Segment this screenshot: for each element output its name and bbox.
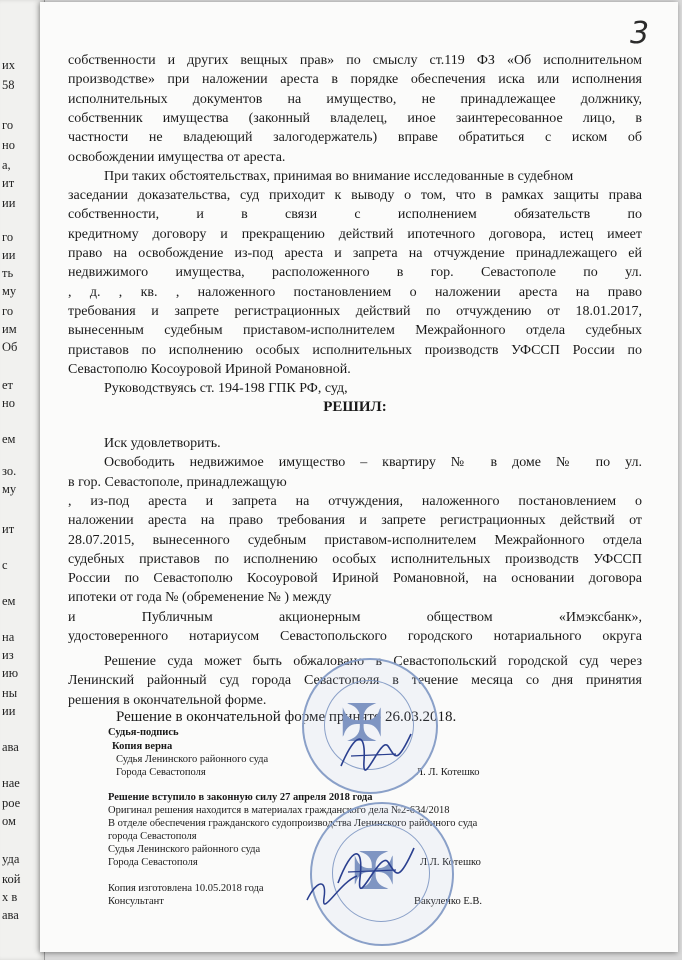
department-line: В отделе обеспечения гражданского судопроизводства Ленинского районного суда: [108, 818, 478, 829]
judge-title-2: Судья Ленинского районного суда: [108, 844, 261, 855]
decision-line: 28.07.2015, вынесенного судебным приставом-исполнителем Межрайонного отдела: [68, 532, 642, 548]
entered-force-line: Решение вступило в законную силу 27 апреля 2018 года: [108, 792, 373, 803]
body-line: , д. , кв. , наложенного постановлением о наложении ареста на право: [68, 284, 642, 300]
underlying-page-fragment: го: [2, 304, 14, 318]
document-page: [40, 2, 678, 952]
underlying-page-fragment: но: [2, 396, 15, 410]
decision-line: ипотеки от года № (обременение № ) между: [68, 590, 332, 606]
original-location-line: Оригинал решения находится в материалах гражданского дела №2-634/2018: [108, 805, 450, 816]
judge-signature-label: Судья-подпись: [108, 727, 179, 738]
consultant-label: Консультант: [108, 896, 164, 907]
body-line: При таких обстоятельствах, принимая во внимание исследованные в судебном: [104, 168, 574, 184]
page-number: 3: [630, 16, 650, 51]
decision-line: Освободить недвижимое имущество – квартиру № в доме № по ул.: [104, 455, 642, 471]
body-line: Севастополю Косоуровой Ириной Романовной.: [68, 361, 351, 377]
underlying-page-fragment: а,: [2, 158, 11, 172]
body-line: требования и запрете регистрационных действий по отчуждению от 18.01.2017,: [68, 303, 642, 319]
underlying-page-fragment: ии: [2, 248, 16, 262]
decision-line: наложении ареста на право требования и запрете регистрационных действий от: [68, 513, 642, 529]
underlying-page-fragment: му: [2, 284, 17, 298]
body-line: приставов по исполнению особых исполнительных производств УФССП России по: [68, 342, 642, 358]
consultant-name: Вакуленко Е.В.: [414, 896, 483, 907]
appeal-line: Решение суда может быть обжаловано в Севастопольский городской суд через: [104, 654, 642, 669]
underlying-page-fragment: ит: [2, 176, 15, 190]
underlying-page-fragment: ет: [2, 378, 14, 392]
underlying-page-fragment: ом: [2, 814, 16, 828]
underlying-page-fragment: на: [2, 630, 15, 644]
decision-line: Иск удовлетворить.: [104, 436, 221, 451]
underlying-page-fragment: ны: [2, 686, 18, 700]
underlying-page-fragment: с: [2, 558, 8, 572]
underlying-page-edge: [0, 0, 45, 960]
decision-line: и Публичным акционерным обществом «Имэксбанк»,: [68, 609, 642, 625]
body-line: недвижимого имущества, расположенного в гор. Севастополе по ул.: [68, 265, 642, 281]
underlying-page-fragment: им: [2, 322, 17, 336]
judge-city-2: Города Севастополя: [108, 857, 198, 868]
appeal-line: решения в окончательной форме.: [68, 692, 267, 708]
underlying-page-fragment: ем: [2, 432, 16, 446]
underlying-page-fragment: из: [2, 648, 14, 662]
body-line: исполнительных документов на имущество, не принадлежащее должнику,: [68, 91, 642, 107]
body-line: освобождении имущества от ареста.: [68, 149, 286, 165]
underlying-page-fragment: ит: [2, 522, 15, 536]
decision-line: в гор. Севастополе, принадлежащую: [68, 474, 287, 490]
underlying-page-fragment: му: [2, 482, 17, 496]
body-line: частности не владеющий залогодержатель) вправе обратиться с иском об: [68, 130, 642, 146]
decision-line: России по Севастополю Косоуровой Ириной Романовной, на основании договора: [68, 571, 642, 587]
judge-name: Л. Л. Котешко: [416, 767, 480, 778]
underlying-page-fragment: их: [2, 58, 15, 72]
underlying-page-fragment: ию: [2, 666, 19, 680]
body-line: собственности и других вещных прав» по смыслу ст.119 ФЗ «Об исполнительном: [68, 53, 642, 68]
judge-title: Судья Ленинского районного суда: [116, 754, 269, 765]
underlying-page-fragment: 58: [2, 78, 15, 92]
body-line: право на освобождение из-под ареста и запрета на отчуждение принадлежащего ей: [68, 246, 642, 261]
underlying-page-fragment: го: [2, 230, 14, 244]
underlying-page-fragment: ть: [2, 266, 14, 280]
judge-city: Города Севастополя: [116, 767, 206, 778]
underlying-page-fragment: ава: [2, 740, 19, 754]
decision-line: , из-под ареста и запрета на отчуждения, наложенного постановлением о: [68, 493, 642, 509]
underlying-page-fragment: нае: [2, 776, 20, 790]
department-city: города Севастополя: [108, 831, 197, 842]
eagle-emblem-icon: ✠: [340, 694, 384, 754]
underlying-page-fragment: рое: [2, 796, 21, 810]
body-line: кредитному договору и прекращению действий ипотечного договора, истец имеет: [68, 226, 642, 242]
body-line: заседании доказательства, суд приходит к выводу о том, что в рамках защиты права: [68, 188, 642, 204]
judge-name-2: Л.Л. Котешко: [420, 857, 481, 868]
eagle-emblem-icon-2: ✠: [352, 842, 396, 902]
copy-made-line: Копия изготовлена 10.05.2018 года: [108, 883, 264, 894]
underlying-page-fragment: уда: [2, 852, 20, 866]
decision-line: удостоверенного нотариусом Севастопольского городского нотариального округа: [68, 629, 642, 644]
underlying-page-fragment: ава: [2, 908, 19, 922]
underlying-page-fragment: го: [2, 118, 14, 132]
underlying-page-fragment: зо.: [2, 464, 17, 478]
underlying-page-fragment: ем: [2, 594, 16, 608]
underlying-page-fragment: х в: [2, 890, 18, 904]
body-line: вынесенным судебным приставом-исполнителем Межрайонного отдела судебных: [68, 323, 642, 339]
underlying-page-fragment: ии: [2, 704, 16, 718]
body-line: собственник имущества (законный владелец, иное заинтересованное лицо, в: [68, 110, 642, 126]
body-line: собственности, и в связи с исполнением обязательств по: [68, 207, 642, 223]
body-line: Руководствуясь ст. 194-198 ГПК РФ, суд,: [104, 381, 348, 397]
consultant-signature-icon: [302, 870, 362, 910]
decision-line: судебных приставов по исполнению особых исполнительных производств УФССП: [68, 551, 642, 567]
final-form-line: Решение в окончательной форме принято 26.03.2018.: [116, 709, 457, 725]
underlying-page-fragment: ии: [2, 196, 16, 210]
appeal-line: Ленинский районный суд города Севастополя в течение месяца со дня принятия: [68, 673, 642, 689]
decision-heading: РЕШИЛ:: [323, 399, 387, 415]
underlying-page-fragment: Об: [2, 340, 18, 354]
underlying-page-fragment: кой: [2, 872, 21, 886]
body-line: производстве» при наложении ареста в порядке обеспечения иска или исполнения: [68, 72, 642, 88]
underlying-page-fragment: но: [2, 138, 15, 152]
copy-true-label: Копия верна: [112, 741, 173, 752]
judge-signature-icon: [336, 726, 416, 776]
